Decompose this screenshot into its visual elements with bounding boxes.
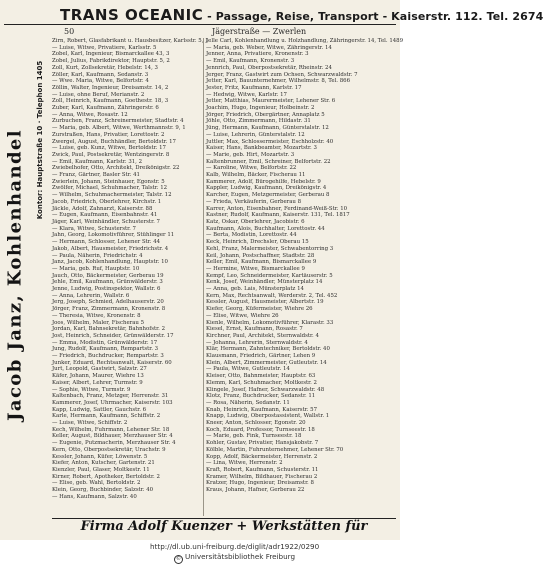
directory-entry: — Johanna, Lehrerin, Sternwaldstr. 4 [206,339,308,346]
directory-entry: — Eugenie, Putzmacherin, Merzhauser Str. 4 [52,440,176,447]
directory-entry: Kopp, Adolf, Bäckermeister, Herrenstr. 2 [206,453,318,460]
directory-entry: Kneer, Anton, Schlosser, Egonstr. 20 [206,420,306,427]
directory-entry: Knab, Heinrich, Kaufmann, Kaiserstr. 57 [206,406,318,413]
side-contact-text: Kontor: Hauptstraße 10 · Telephon 1405 [36,60,44,220]
directory-entry: — Klara, Witwe, Schusterstr. 7 [52,225,136,232]
directory-entry: — Karoline, Witwe, Belfortstr. 22 [206,165,297,172]
directory-entry: — Paula, Witwe, Gutleutstr. 14 [206,366,290,373]
directory-entry: Kraft, Robert, Kaufmann, Schusterstr. 11 [206,467,319,473]
directory-entry: Jordan, Karl, Bahnsekretär, Bahnhofstr. 2 [52,326,166,333]
side-advertisement [0,20,30,530]
directory-entry: — Sophie, Witwe, Turmstr. 9 [52,386,131,393]
directory-entry: Jehle, Emil, Kaufmann, Grünwälderstr. 3 [52,279,163,286]
directory-entry: Kiefer, Anton, Kutscher, Gartenstr. 21 [52,460,155,467]
bottom-advertisement: Firma Adolf Kuenzer + Werkstätten für [52,518,396,537]
directory-entry: Jakob, Albert, Hausmeister, Friedrichstr. 4 [52,245,169,252]
directory-entry: Zwergel, August, Buchhändler, Bertoldstr. 17 [52,138,176,145]
directory-entry: Jörger, Friedrich, Obergärtner, Annaplatz 5 [206,111,325,118]
directory-entry: Jenner, Anna, Privatiere, Kronenstr. 3 [206,51,309,58]
directory-entry: Klotz, Franz, Buchdrucker, Sedanstr. 11 [206,393,316,400]
footer-rights-text: Universitätsbibliothek Freiburg [185,552,296,561]
top-banner [4,4,543,25]
directory-entry: Kessler, Johann, Küfer, Löwenstr. 5 [52,453,148,460]
directory-entry: — Elise, geb. Wahl, Bertoldstr. 2 [52,480,141,487]
directory-entry: Zwierlein, Johann, Steinhauer, Egonstr. 5 [52,178,165,185]
directory-entry: Kenk, Josef, Weinhändler, Münsterplatz 14 [206,279,323,286]
directory-entry: — Frieda, Verkäuferin, Gerberau 8 [206,198,302,205]
running-header: Jägerstraße — Zwerlen [212,27,307,36]
directory-entry: Klär, Hermann, Zahntechniker, Bertoldstr. 40 [206,346,330,353]
directory-entry: — Hans, Kaufmann, Salzstr. 40 [52,493,137,500]
directory-entry: Jüng, Hermann, Kaufmann, Günterstalstr. 12 [206,125,329,132]
left-column [52,38,209,516]
directory-entry: Kölble, Martin, Fuhrunternehmer, Lehener Str. 70 [206,446,344,453]
directory-entry: Janz, Jacob, Kohlenhandlung, Hauptstr. 10 [52,259,168,266]
directory-entry: Klemm, Karl, Schuhmacher, Moltkestr. 2 [206,379,317,386]
directory-entry: Jacob, Friedrich, Oberlehrer, Kirchstr. 1 [52,198,162,205]
directory-entry: — Maria, geb. Weber, Witwe, Zähringerstr. 14 [206,44,332,51]
directory-entry: Käfer, Johann, Maurer, Wiehre 13 [52,373,144,380]
directory-entry: — Emil, Kaufmann, Kronenstr. 3 [206,58,295,65]
directory-entry: Zirn, Robert, Glasfabrikant u. Hausbesitzer, Karlsstr. 5, 1 [52,38,209,44]
directory-entry: Kraus, Johann, Hafner, Gerberau 22 [206,487,305,494]
directory-entry: Kiesel, Ernst, Kaufmann, Rosastr. 7 [206,326,303,333]
directory-entry: Jester, Fritz, Kaufmann, Karlstr. 17 [206,84,302,91]
directory-entry: — Friedrich, Buchdrucker, Rempartstr. 3 [52,353,164,360]
directory-entry: — Berta, Modistin, Lorettostr. 44 [206,232,297,239]
directory-entry: — Hedwig, Witwe, Karlstr. 17 [206,91,287,98]
top-ad-title: TRANS OCEANIC [60,6,204,24]
copyright-icon: © [176,556,181,562]
directory-entry: Kalb, Wilhelm, Bäcker, Fischerau 11 [206,172,306,179]
side-contact [30,20,50,260]
directory-entry: Klausmann, Friedrich, Gärtner, Lehen 9 [206,353,316,360]
directory-entry: Zwölfer, Michael, Schuhmacher, Talstr. 12 [52,185,168,192]
directory-entry: — Marie, geb. Hirt, Mozartstr. 3 [206,151,295,158]
directory-entry: Junker, Eduard, Rechtsanwalt, Kaiserstr. 60 [52,359,172,366]
directory-entry: — Emil, Kaufmann, Karlstr. 31, 2 [52,158,143,165]
directory-entry: Klein, Albert, Zimmermeister, Gutleutstr. 14 [206,359,327,366]
column-divider [203,38,204,516]
directory-entry: Kirchner, Paul, Architekt, Sternwaldstr. 4 [206,332,319,339]
top-advertisement [60,6,543,24]
directory-entry: — Rosa, Näherin, Sedanstr. 11 [206,399,290,406]
directory-entry: Kempf, Leo, Schneidermeister, Kartäuserstr. 5 [206,272,333,279]
directory-entry: Jöhle, Otto, Zimmermann, Hildastr. 31 [206,118,311,125]
directory-entry: Kapp, Ludwig, Sattler, Gauchstr. 6 [52,406,147,413]
directory-entry: Klingele, Josef, Hafner, Schwarzwaldstr. 48 [206,386,325,393]
directory-entry: Zobel, Karl, Ingenieur, Bismarckallee 43, 3 [52,51,170,58]
directory-entry: Kessler, August, Hausmeister, Albertstr. 19 [206,299,324,306]
right-column [206,38,404,516]
directory-entry: Jetter, Matthias, Maurermeister, Lehener Str. 6 [206,98,336,105]
footer-rights [174,552,295,564]
footer [0,540,400,566]
directory-entry: Kiefer, Georg, Küfermeister, Wiehre 26 [206,306,313,313]
directory-entry: — Anna, geb. Lais, Münsterplatz 14 [206,286,304,293]
directory-entry: Jetter, Karl, Bauunternehmer, Wilhelmstr. 8, Tel. 866 [206,78,351,85]
directory-entry: Zöller, Karl, Kaufmann, Sedanstr. 3 [52,71,149,78]
directory-entry: Kammerer, Adolf, Bürogehilfe, Hebelstr. 9 [206,178,321,185]
directory-entry: — Elise, Witwe, Wiehre 26 [206,312,279,319]
directory-entry: Zwiebelhofer, Otto, Architekt, Dreikönigstr. 22 [52,165,180,172]
directory-entry: — Theresia, Witwe, Kronenstr. 8 [52,312,141,319]
directory-entry: Zoll, Heinrich, Kaufmann, Goethestr. 18, 3 [52,98,169,105]
directory-entry: Kaltenbach, Franz, Metzger, Herrenstr. 31 [52,393,169,400]
directory-entry: Jäckle, Adolf, Zahnarzt, Kaiserstr. 88 [52,205,153,212]
directory-entry: — Anna, Witwe, Rosastr. 12 [52,111,128,118]
directory-entry: Kern, Max, Rechtsanwalt, Werderstr. 2, Tel. 452 [206,292,338,299]
directory-entry: Jahn, Georg, Lokomotivführer, Stühlinger 11 [52,232,175,239]
directory-entry: Kaltenbrunner, Emil, Schreiner, Belfortstr. 22 [206,158,331,165]
directory-entry: Zöllin, Walter, Ingenieur, Dreisamstr. 14, 2 [52,84,169,91]
directory-entry: — Luise, ohne Beruf, Merianstr. 2 [52,91,145,98]
directory-entry: Karcher, Eugen, Metzgermeister, Gerberau 8 [206,192,330,199]
directory-entry: Zurbuchen, Franz, Schreinermeister, Stadtstr. 4 [52,118,184,125]
directory-entry: Keller, Emil, Kaufmann, Bismarckallee 9 [206,259,317,266]
directory-entry: Jelle Carl, Kohlenhandlung u. Holzhandlung, Zähringerstr. 14, Tel. 1489 [206,38,404,44]
directory-entry: — Lina, Witwe, Herrenstr. 2 [206,460,283,467]
directory-entry: Karle, Hermann, Kaufmann, Schiffstr. 2 [52,413,161,420]
directory-entry: Jost, Heinrich, Schneider, Grünwälderstr. 17 [52,332,174,339]
directory-entry: Kammerer, Josef, Uhrmacher, Kaiserstr. 103 [52,399,173,406]
page-number: 50 [64,27,75,36]
directory-entry: Kehl, Franz, Malermeister, Schwabentorring 3 [206,245,334,252]
directory-entry: — Luise, Witwe, Schiffstr. 2 [52,420,128,427]
directory-entry: Zoll, Kurt, Zollsekretär, Hebelstr. 14, 3 [52,64,158,71]
directory-entry: — Marie, geb. Fink, Turnseestr. 18 [206,433,302,440]
directory-entry: — Anna, Lehrerin, Wallstr. 6 [52,292,130,299]
directory-entry: Kaiser, Hans, Bankbeamter, Mozartstr. 3 [206,145,317,152]
directory-entry: Zuber, Karl, Kaufmann, Zähringerstr. 6 [52,105,159,112]
directory-entry: Kohler, Gustav, Privatier, Hansjakobstr. 7 [206,440,319,447]
side-ad-text: Jacob Janz, Kohlenhandel [4,128,26,422]
directory-entry: Jung, Rudolf, Kaufmann, Rempartstr. 3 [52,346,159,353]
directory-entry: Jennrich, Paul, Oberpostsekretär, Rheinstr. 24 [206,64,332,71]
directory-entry: Zurstraßen, Hans, Privatier, Lorettostr. 2 [52,131,165,138]
directory-entry: Keck, Heinrich, Drechsler, Oberau 15 [206,239,309,246]
directory-entry: — Maria, geb. Albert, Witwe, Werthmannstr. 9, 1 [52,125,186,132]
directory-entry: Kleiser, Otto, Bahnmeister, Hauptstr. 63 [206,373,316,380]
directory-entry: — Eugen, Kaufmann, Eisenbahnstr. 41 [52,212,158,219]
directory-entry: — Luise, Witwe, Privatiere, Karlsstr. 5 [52,44,157,51]
directory-entry: Jerg, Joseph, Schmied, Adelhauserstr. 20 [52,299,164,306]
directory-entry: Kienle, Wilhelm, Lokomotivführer, Klarastr. 33 [206,319,334,326]
directory-entry: Kastner, Rudolf, Kaufmann, Kaiserstr. 131, Tel. 1817 [206,212,350,219]
directory-entry: Jauch, Otto, Bäckermeister, Gerberau 19 [52,272,164,279]
directory-entry: Kirner, Robert, Apotheker, Bertoldstr. 2 [52,473,160,480]
directory-entry: Karrer, Anton, Eisenbahner, Ferdinand-Weiß-Str. 10 [206,205,348,212]
directory-entry: Klein, Georg, Buchbinder, Salzstr. 40 [52,487,154,494]
directory-entry: — Hermine, Witwe, Bismarckallee 9 [206,265,305,272]
directory-entry: — Maria, geb. Ruf, Hauptstr. 10 [52,265,140,272]
directory-entry: Knapp, Ludwig, Oberpostassistent, Wallstr. 1 [206,413,330,420]
directory-entry: Jörger, Franz, Zimmermann, Kronenstr. 8 [52,306,166,313]
top-ad-text: - Passage, Reise, Transport - Kaiserstr. 112. Tel. 2674 [203,10,543,23]
directory-entry: Kramer, Wilhelm, Bildhauer, Fischerau 2 [206,473,318,480]
directory-entry: Joos, Wilhelm, Maler, Fischerau 5 [52,319,145,326]
directory-entry: — Hermann, Schlosser, Lehener Str. 44 [52,239,161,246]
directory-entry: Zobel, Julius, Fabrikdirektor, Hauptstr. 5, 2 [52,58,170,65]
footer-url[interactable]: http://dl.ub.uni-freiburg.de/diglit/adr1922/0290 [150,542,320,551]
directory-entry: Jenne, Ludwig, Postinspektor, Wallstr. 6 [52,286,161,293]
directory-entry: Jerger, Franz, Gastwirt zum Ochsen, Schwarzwaldstr. 7 [206,71,358,78]
directory-entry: Jurt, Leopold, Gastwirt, Salzstr. 27 [52,366,147,373]
directory-entry: — Wilhelm, Schuhmachermeister, Talstr. 12 [52,192,172,199]
directory-entry: Joachim, Hugo, Ingenieur, Holbeinstr. 2 [206,105,315,112]
directory-entry: — Emma, Modistin, Grünwälderstr. 17 [52,339,158,346]
directory-entry: Kratzer, Hugo, Ingenieur, Dreisamstr. 8 [206,480,314,487]
directory-entry: Kern, Otto, Oberpostsekretär, Urachstr. 9 [52,446,166,453]
directory-entry: Kaiser, Albert, Lehrer, Turmstr. 9 [52,379,143,386]
directory-entry: — Paula, Näherin, Friedrichstr. 4 [52,252,143,259]
directory-entry: — Luise, Lehrerin, Günterstalstr. 12 [206,131,305,138]
directory-entry: Kienzler, Paul, Glaser, Moltkestr. 11 [52,467,150,473]
directory-entry: — Franz, Gärtner, Basler Str. 41 [52,172,140,179]
directory-entry: Kappler, Ludwig, Kaufmann, Dreikönigstr. 4 [206,185,327,192]
directory-entry: Juttler, Max, Schlossermeister, Eschholzstr. 40 [206,138,334,145]
directory-entry: — Wwe. Maria, Witwe, Belfortstr. 4 [52,78,149,85]
directory-entry: Kaufmann, Alois, Buchhalter, Lorettostr. 44 [206,225,325,232]
directory-entry: Keil, Johann, Postschaffner, Stadtstr. 28 [206,252,315,259]
directory-entry: Keller, August, Bildhauer, Merzhauser Str. 4 [52,433,173,440]
directory-entry: Zwick, Paul, Postsekretär, Wentzingerstr. 8 [52,151,170,158]
directory-entry: — Luise, geb. Kunz, Witwe, Bertoldstr. 17 [52,145,166,152]
directory-entry: Koch, Eduard, Professor, Turnseestr. 18 [206,426,315,433]
directory-entry: Kech, Wilhelm, Fuhrmann, Lehener Str. 18 [52,426,170,433]
directory-entry: Jäger, Karl, Weinhändler, Schusterstr. 7 [52,218,160,225]
directory-entry: Katz, Oskar, Oberlehrer, Jacobistr. 6 [206,218,305,225]
